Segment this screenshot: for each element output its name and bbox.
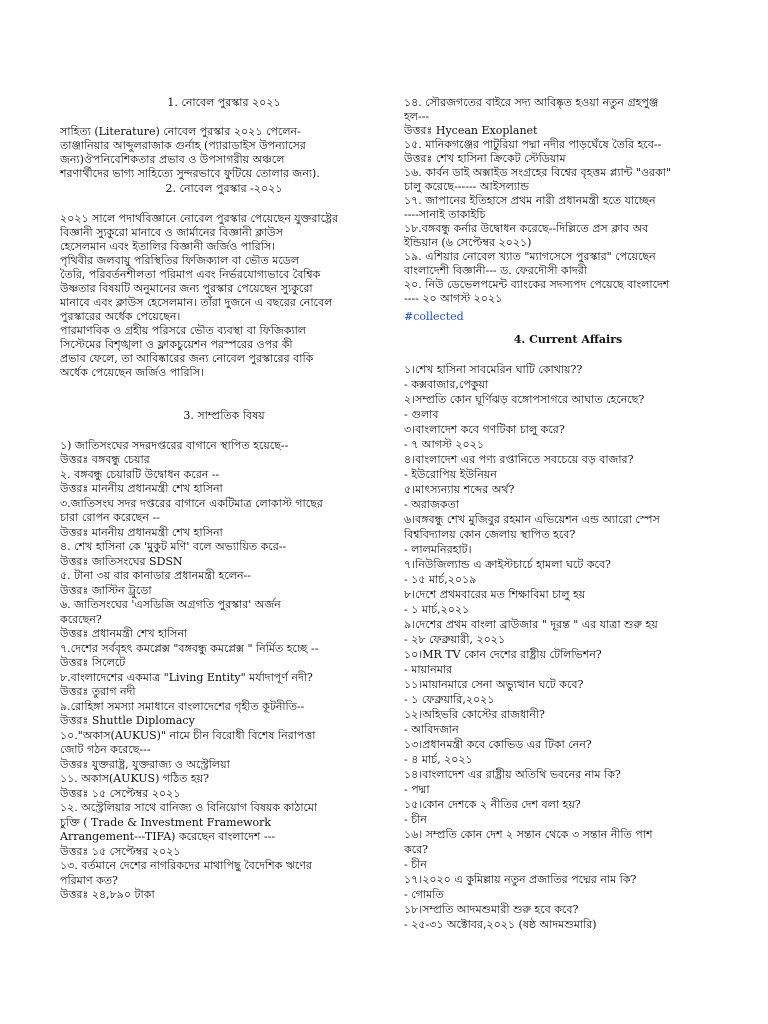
text-line: ১১. অকাস(AUKUS) গঠিত হয়? — [60, 772, 210, 785]
text-line: ইন্ডিয়ান (৬ সেপ্টেম্বর ২০২১) — [404, 236, 532, 249]
text-line: ৫।মাৎস্যন্যায় শব্দের অর্থ? — [404, 483, 515, 496]
text-line: - ৭ আগস্ট ২০২১ — [404, 438, 484, 451]
text-line: উত্তরঃ যুক্তরাষ্ট্র, যুক্তরাজ্য ও অস্ট্রেলিয়া — [60, 758, 230, 771]
text-line: ১) জাতিসংঘের সদরদপ্তরের বাগানে স্থাপিত হয়েছে-- — [60, 439, 289, 452]
text-line: ১।শেখ হাসিনা সাবমেরিন ঘাটি কোথায়?? — [404, 363, 583, 376]
text-line: ৪।বাংলাদেশ এর পণ্য রপ্তানিতে সবচেয়ে বড় বাজার? — [404, 453, 634, 466]
text-line: জন্য)ঔপনিবেশিকতার প্রভাব ও উপসাগরীয় অঞ্চলে — [60, 153, 285, 166]
text-line: - গোমতি — [404, 888, 444, 901]
text-line: ১৭।২০২০ এ কুমিল্লায় নতুন প্রজাতির পদ্মের নাম কি? — [404, 873, 637, 886]
text-line: সাহিত্য (Literature) নোবেল পুরস্কার ২০২১ পেলেন- — [60, 125, 301, 138]
text-line: হল--- — [404, 110, 430, 123]
text-line: ১১।মায়ানমারে সেনা অভ্যুত্থান ঘটে কবে? — [404, 678, 584, 691]
text-line: - ইউরোপিয় ইউনিয়ন — [404, 468, 497, 481]
text-line: ২. বঙ্গবন্ধু চেয়ারটি উদ্বোধন করেন -- — [60, 468, 220, 481]
text-line: ১৬. কার্বন ডাই অক্সাইড সংগ্রহের বিশ্বের বৃহত্তম প্ল্যান্ট "ওরকা" — [404, 166, 672, 179]
text-line: - ৪ মার্চ, ২০২১ — [404, 753, 473, 766]
text-line: ১৫. মানিকগঞ্জের পাটুরিয়া পদ্মা নদীর পাড়ঘেঁষে তৈরি হবে-- — [404, 138, 662, 151]
text-line: ১৩।প্রধানমন্ত্রী কবে কোভিড এর টিকা নেন? — [404, 738, 592, 751]
text-line: অর্ধেক পেয়েছেন জর্জিও পারিসি। — [60, 366, 204, 379]
text-line: ৭।নিউজিল্যান্ড এ ক্রাইস্টচার্চে হামলা ঘটে কবে? — [404, 558, 611, 571]
text-line: Arrangement---TIFA) করেছেন বাংলাদেশ --- — [60, 830, 276, 843]
text-line: - মায়ানমার — [404, 663, 453, 676]
text-line: ৬।বঙ্গবন্ধু শেখ মুজিবুর রহমান এভিয়েশন এন্ড অ্যারো স্পেস — [404, 513, 660, 526]
text-line: - গুলাব — [404, 408, 439, 421]
text-line: বিজ্ঞানী স্যুকুরো মানাবে ও জার্মানের বিজ্ঞানী ক্লাউস — [60, 226, 283, 239]
text-line: প্রভাব ফেলে, তা আবিষ্কারের জন্য নোবেল পুরস্কারের বাকি — [60, 352, 314, 365]
text-line: উষ্ণতার বিষয়টি অনুমানের জন্য পুরস্কার পেয়েছেন স্যুকুরো — [60, 282, 313, 295]
text-line: ১৬। সম্প্রতি কোন দেশ ২ সন্তান থেকে ৩ সন্তান নীতি পাশ — [404, 828, 653, 841]
text-line: শরণার্থীদের ভাগ্য সাহিত্যে সুন্দরভাবে ফুটিয়ে তোলার জন্য). — [60, 167, 320, 180]
text-line: উত্তরঃ সিলেটে — [60, 656, 126, 669]
text-line: সিস্টেমের বিশৃঙ্খলা ও ফ্লাকচুয়েশন পরস্পরের ওপর কী — [60, 338, 293, 351]
text-line: - চীন — [404, 813, 427, 826]
text-line: - ২৫-৩১ অক্টোবর,২০২১ (ষষ্ঠ আদমশুমারি) — [404, 918, 597, 931]
text-line: চালু করেছে------ আইসল্যান্ড — [404, 180, 530, 193]
text-line: - ১ ফেব্রুয়ারি,২০২১ — [404, 693, 495, 706]
text-line: - ২৮ ফেব্রুয়ারী, ২০২১ — [404, 633, 506, 646]
text-line: ১৪. সৌরজগতের বাইরে সদ্য আবিষ্কৃত হওয়া নতুন গ্রহপুঞ্জ — [404, 96, 659, 109]
text-line: উত্তরঃ জাতিসংঘের SDSN — [60, 555, 183, 568]
text-line: - পদ্মা — [404, 783, 430, 796]
text-line: মানাবে এবং ক্লাউস হেসেলমান। তাঁরা দুজনে এ বছরের নোবেল — [60, 296, 333, 309]
text-line: উত্তরঃ ১৫ সেপ্টেম্বর ২০২১ — [60, 845, 181, 858]
text-line: উত্তরঃ মাননীয় প্রধানমন্ত্রী শেখ হাসিনা — [60, 482, 223, 495]
text-line: পারমাণবিক ও গ্রহীয় পরিসরে ভৌত ব্যবস্থা বা ফিজিক্যাল — [60, 324, 306, 337]
text-line: ৯.রোহিঙ্গা সমস্যা সমাধানে বাংলাদেশের গৃহীত কূটনীতি-- — [60, 700, 305, 713]
text-line: উত্তরঃ মাননীয় প্রধানমন্ত্রী শেখ হাসিনা — [60, 526, 223, 539]
text-line: ৪. শেখ হাসিনা কে 'মুকুট মণি' বলে অভ্যায়িত করে-- — [60, 540, 287, 553]
text-line: উত্তরঃ তুরাগ নদী — [60, 685, 136, 698]
text-line: উত্তরঃ প্রধানমন্ত্রী শেখ হাসিনা — [60, 627, 188, 640]
section-heading-current-affairs: 4. Current Affairs — [513, 333, 623, 346]
text-line: উত্তরঃ শেখ হাসিনা ক্রিকেট স্টেডিয়াম — [404, 152, 566, 165]
text-line: - চীন — [404, 858, 427, 871]
text-line: উত্তরঃ Shuttle Diplomacy — [60, 714, 195, 727]
text-line: ৫. টানা ৩য় বার কানাডার প্রধানমন্ত্রী হলেন-- — [60, 569, 251, 582]
text-line: ২০. নিউ ডেভেলপমেন্ট ব্যাংকের সদস্যপদ পেয়েছে বাংলাদেশ — [404, 278, 670, 291]
text-line: - ১ মার্চ,২০২১ — [404, 603, 470, 616]
text-line: উত্তরঃ বঙ্গবন্ধু চেয়ার — [60, 453, 150, 466]
text-line: ১৪।বাংলাদেশ এর রাষ্ট্রীয় অতিথি ভবনের নাম কি? — [404, 768, 621, 781]
text-line: চুক্তি ( Trade & Investment Framework — [60, 816, 272, 829]
text-line: জোট গঠন করেছে--- — [60, 743, 151, 756]
text-line: হেসেলমান এবং ইতালির বিজ্ঞানী জর্জিও পারিসি। — [60, 240, 276, 253]
text-line: ৮।দেশে প্রথমবারের মত শিক্ষাবিমা চালু হয় — [404, 588, 586, 601]
text-line: ১০."অকাস(AUKUS)" নামে চীন বিরোধী বিশেষ নিরাপত্তা — [60, 729, 316, 742]
section-heading-nobel-physics: 2. নোবেল পুরস্কার -২০২১ — [165, 182, 283, 195]
text-line: ১২. অস্ট্রেলিয়ার সাথে বানিজ্য ও বিনিয়োগ বিষয়ক কাঠামো — [60, 801, 318, 814]
text-line: করেছেন? — [60, 613, 102, 626]
text-line: ২।সম্প্রতি কোন ঘূর্ণিঝড় বঙ্গোপসাগরে আঘাত হেনেছে? — [404, 393, 645, 406]
text-line: ১০।MR TV কোন দেশের রাষ্ট্রীয় টেলিভিশন? — [404, 648, 602, 661]
text-line: বাংলাদেশী বিজ্ঞানী--- ড. ফেরদৌসী কাদরী — [404, 264, 587, 277]
text-line: তৈরি, পরিবর্তনশীলতা পরিমাপ এবং নির্ভরযোগ্যভাবে বৈশ্বিক — [60, 268, 321, 281]
text-line: চারা রোপন করেছেন -- — [60, 511, 160, 524]
text-line: - লালমনিরহাট। — [404, 543, 472, 556]
text-line: ১২।অহিভরি কোস্টের রাজধানী? — [404, 708, 545, 721]
text-line: - ১৫ মার্চ,২০১৯ — [404, 573, 477, 586]
text-line: ১৫।কোন দেশকে ২ নীতির দেশ বলা হয়? — [404, 798, 581, 811]
text-line: ১৮।সম্প্রতি আদমশুমারী শুরু হবে কবে? — [404, 903, 579, 916]
text-line: উত্তরঃ Hycean Exoplanet — [404, 124, 538, 137]
text-line: ৩।বাংলাদেশ কবে গণটিকা চালু করে? — [404, 423, 565, 436]
text-line: ---- ২০ আগস্ট ২০২১ — [404, 292, 503, 305]
text-line: তাঞ্জানিয়ার আব্দুলরাজাক গুর্নাহ (প্যারাডাইস উপন্যাসের — [60, 139, 306, 152]
text-line: পৃথিবীর জলবায়ু পরিস্থিতির ফিজিক্যাল বা ভৌত মডেল — [60, 254, 300, 267]
text-line: উত্তরঃ জাস্টিন ট্রুডো — [60, 584, 152, 597]
text-line: ৯।দেশের প্রথম বাংলা ব্রাউজার " দূরন্ত " এর যাত্রা শুরু হয় — [404, 618, 658, 631]
section-heading-nobel-literature: 1. নোবেল পুরস্কার ২০২১ — [167, 96, 281, 109]
text-line: - আবিদজান — [404, 723, 459, 736]
text-line: ১৭. জাপানের ইতিহাসে প্রথম নারী প্রধানমন্ত্রী হতে যাচ্ছেন — [404, 194, 656, 207]
text-line: ২০২১ সালে পদার্থবিজ্ঞানে নোবেল পুরস্কার পেয়েছেন যুক্তরাষ্ট্রের — [60, 212, 339, 225]
text-line: - অরাজকতা — [404, 498, 459, 511]
text-line: ৮.বাংলাদেশের একমাত্র "Living Entity" মর্যাদাপূর্ণ নদী? — [60, 671, 313, 684]
text-line: ----সানাই তাকাইচি — [404, 208, 486, 221]
text-line: করে? — [404, 843, 429, 856]
text-line: ৩.জাতিসংঘ সদর দপ্তরের বাগানে একটিমাত্র লোকাস্ট গাছের — [60, 497, 323, 510]
text-line: পুরস্কারের অর্ধেক পেয়েছেন। — [60, 310, 181, 323]
text-line: ৬. জাতিসংঘের 'এসডিজি অগ্রগতি পুরস্কার' অর্জন — [60, 598, 281, 611]
text-line: পরিমাণ কত? — [60, 874, 118, 887]
hashtag-collected[interactable]: #collected — [404, 310, 464, 323]
text-line: উত্তরঃ ২৪,৮৯০ টাকা — [60, 888, 155, 901]
text-line: ৭.দেশের সর্ববৃহৎ কমপ্লেক্স "বঙ্গবন্ধু কমপ্লেক্স " নির্মিত হচ্ছে -- — [60, 642, 319, 655]
text-line: ১৩. বর্তমানে দেশের নাগরিকদের মাথাপিছু বৈদেশিক ঋণের — [60, 859, 312, 872]
text-line: বিশ্ববিদ্যালয় কোন জেলায় স্থাপিত হবে? — [404, 528, 576, 541]
section-heading-current-topics: 3. সাম্প্রতিক বিষয় — [183, 409, 265, 422]
text-line: উত্তরঃ ১৫ সেপ্টেম্বর ২০২১ — [60, 787, 181, 800]
text-line: ১৮.বঙ্গবন্ধু কর্নার উদ্বোধন করেছে--দিল্লিতে প্রস ক্লাব অব — [404, 222, 649, 235]
text-line: - কক্সবাজার,পেকুয়া — [404, 378, 489, 391]
text-line: ১৯. এশিয়ার নোবেল খ্যাত "ম্যাগসেসে পুরস্কার" পেয়েছেন — [404, 250, 656, 263]
